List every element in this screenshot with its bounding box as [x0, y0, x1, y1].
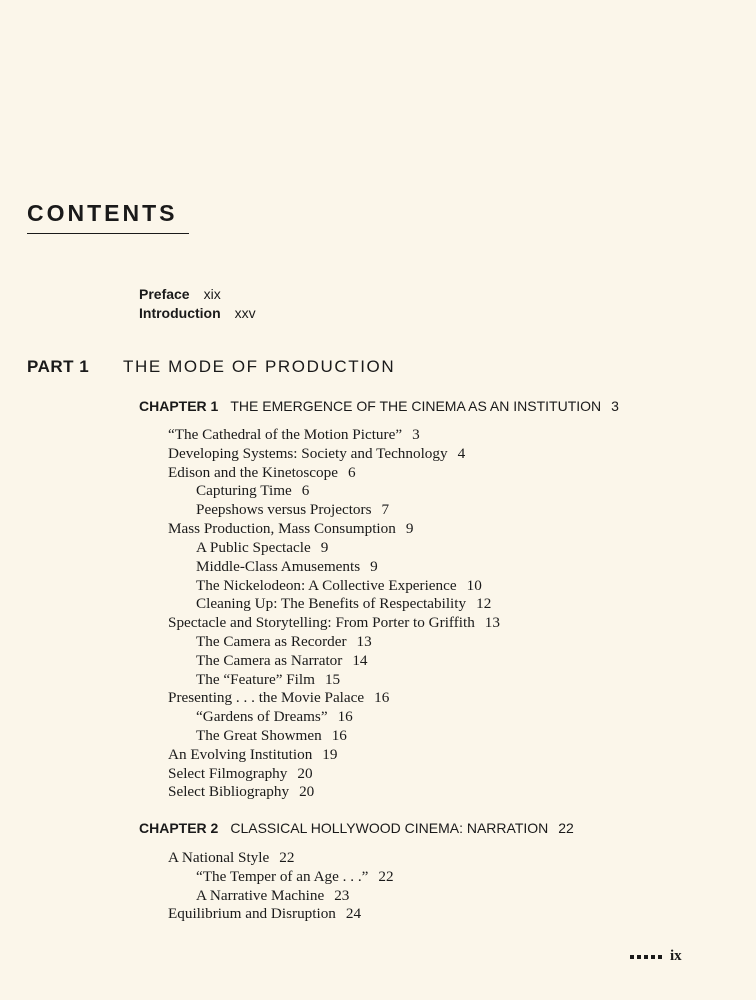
toc-entry-title: The Camera as Recorder	[196, 632, 347, 650]
toc-entry-title: Presenting . . . the Movie Palace	[168, 689, 365, 707]
page-folio	[630, 948, 682, 965]
toc-entry	[168, 464, 500, 483]
chapter-title: THE EMERGENCE OF THE CINEMA AS AN INSTITUTION	[230, 398, 602, 414]
folio-dots	[630, 955, 662, 959]
chapter-title: CLASSICAL HOLLYWOOD CINEMA: NARRATION	[230, 820, 549, 836]
chapter-1-entries	[168, 426, 500, 802]
part-heading	[27, 357, 396, 377]
part-label: PART 1	[27, 357, 90, 376]
toc-entry	[168, 689, 500, 708]
toc-entry-title: Equilibrium and Disruption	[168, 905, 336, 923]
toc-entry-page: 9	[320, 538, 329, 556]
toc-entry	[168, 887, 394, 906]
front-matter-page: xxv	[234, 305, 256, 321]
toc-entry-page: 6	[347, 463, 356, 481]
toc-entry	[168, 765, 500, 784]
page-number: ix	[670, 948, 682, 964]
toc-entry	[168, 445, 500, 464]
chapter-2-heading	[139, 820, 574, 836]
toc-entry	[168, 520, 500, 539]
toc-entry-page: 15	[324, 670, 341, 688]
toc-entry-title: A Public Spectacle	[196, 538, 311, 556]
toc-entry	[168, 652, 500, 671]
toc-entry-title: Cleaning Up: The Benefits of Respectability	[196, 595, 467, 613]
toc-entry-title: Select Filmography	[168, 764, 288, 782]
toc-entry-page: 16	[374, 689, 390, 707]
toc-entry-title: The Nickelodeon: A Collective Experience	[196, 576, 457, 594]
toc-entry-page: 22	[279, 849, 295, 866]
toc-entry-page: 20	[299, 783, 315, 801]
toc-entry	[168, 426, 500, 445]
toc-entry-page: 14	[352, 651, 368, 669]
toc-entry-title: The “Feature” Film	[196, 670, 315, 688]
toc-entry-title: “Gardens of Dreams”	[196, 708, 328, 726]
toc-entry-page: 6	[301, 482, 310, 500]
toc-entry	[168, 577, 500, 596]
toc-entry	[168, 671, 500, 690]
toc-entry-page: 9	[370, 557, 378, 575]
toc-entry-page: 13	[356, 632, 372, 650]
chapter-label: CHAPTER 1	[139, 398, 219, 414]
toc-entry-page: 9	[405, 520, 414, 538]
toc-entry	[168, 633, 500, 652]
toc-entry-title: Peepshows versus Projectors	[196, 501, 372, 519]
toc-entry	[168, 905, 394, 924]
toc-entry-page: 20	[297, 764, 313, 782]
toc-entry-title: Middle-Class Amusements	[196, 557, 361, 575]
toc-entry-page: 12	[476, 595, 492, 613]
toc-entry-title: A National Style	[168, 849, 270, 866]
chapter-2-entries	[168, 849, 394, 924]
toc-entry-page: 23	[334, 886, 350, 904]
toc-entry	[168, 614, 500, 633]
front-matter-label: Preface	[139, 286, 190, 302]
toc-entry-page: 19	[322, 745, 338, 763]
toc-entry	[168, 595, 500, 614]
toc-entry-page: 7	[381, 501, 390, 519]
toc-entry-title: Edison and the Kinetoscope	[168, 463, 338, 481]
toc-entry	[168, 708, 500, 727]
chapter-label: CHAPTER 2	[139, 820, 219, 836]
toc-entry-title: “The Temper of an Age . . .”	[196, 867, 369, 885]
toc-entry	[168, 539, 500, 558]
front-matter-label: Introduction	[139, 305, 221, 321]
front-matter-preface	[139, 286, 221, 302]
chapter-page: 3	[611, 398, 619, 414]
chapter-1-heading	[139, 398, 619, 414]
toc-entry	[168, 558, 500, 577]
toc-entry	[168, 727, 500, 746]
toc-entry-page: 3	[412, 426, 420, 443]
toc-entry	[168, 849, 394, 868]
toc-entry-title: An Evolving Institution	[168, 745, 313, 763]
part-title: THE MODE OF PRODUCTION	[123, 357, 396, 376]
toc-entry-page: 4	[457, 444, 466, 462]
chapter-page: 22	[558, 820, 574, 836]
toc-entry-title: The Camera as Narrator	[196, 651, 343, 669]
contents-heading: CONTENTS	[27, 200, 189, 234]
toc-entry	[168, 501, 500, 520]
toc-entry-page: 13	[484, 614, 500, 632]
toc-entry-page: 22	[378, 867, 394, 885]
toc-entry-title: Spectacle and Storytelling: From Porter to Griffith	[168, 614, 475, 632]
toc-entry	[168, 783, 500, 802]
toc-entry-page: 24	[345, 905, 362, 923]
toc-entry-page: 16	[337, 708, 353, 726]
toc-entry-title: Developing Systems: Society and Technology	[168, 444, 448, 462]
toc-entry	[168, 482, 500, 501]
toc-entry	[168, 868, 394, 887]
toc-entry-title: A Narrative Machine	[196, 886, 325, 904]
toc-entry	[168, 746, 500, 765]
toc-entry-title: Capturing Time	[196, 482, 292, 500]
toc-entry-title: Select Bibliography	[168, 783, 290, 801]
toc-entry-title: “The Cathedral of the Motion Picture”	[168, 426, 403, 443]
toc-entry-title: Mass Production, Mass Consumption	[168, 520, 396, 538]
toc-entry-page: 10	[466, 576, 482, 594]
front-matter-introduction	[139, 305, 256, 321]
toc-entry-title: The Great Showmen	[196, 727, 322, 744]
toc-entry-page: 16	[331, 727, 347, 744]
front-matter-page: xix	[203, 286, 221, 302]
